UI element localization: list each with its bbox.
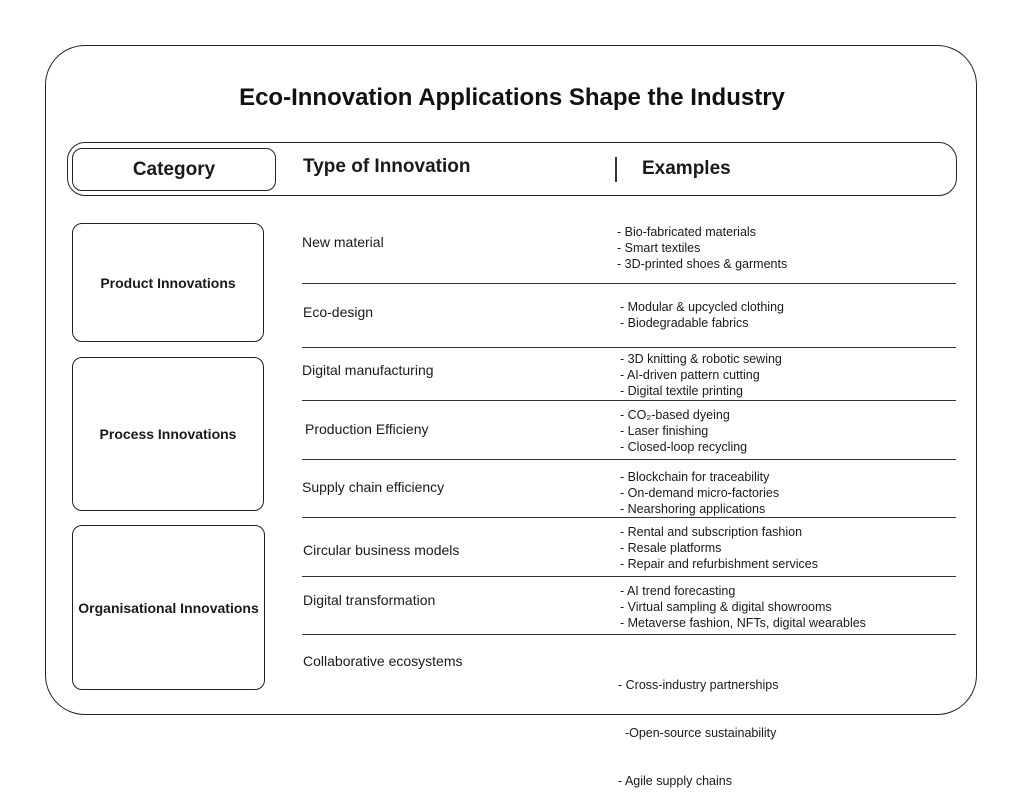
row-examples-digital-transformation — [620, 583, 866, 631]
row-divider — [302, 634, 956, 635]
row-divider — [302, 400, 956, 401]
row-divider — [302, 347, 956, 348]
example-item: - Repair and refurbishment services — [620, 557, 818, 571]
row-examples-collaborative-ecosystems — [618, 645, 778, 805]
example-item: - 3D-printed shoes & garments — [617, 257, 788, 271]
example-item: - Laser finishing — [620, 424, 709, 438]
example-item: - Biodegradable fabrics — [620, 316, 749, 330]
example-item: - Rental and subscription fashion — [620, 525, 803, 539]
example-item: - Nearshoring applications — [620, 502, 766, 516]
row-type-eco-design: Eco-design — [303, 304, 374, 320]
row-type-production-efficiency: Production Efficieny — [305, 421, 429, 437]
example-item: - 3D knitting & robotic sewing — [620, 352, 782, 366]
example-item: - Modular & upcycled clothing — [620, 300, 784, 314]
row-examples-eco-design — [620, 299, 784, 331]
header-type-of-innovation: Type of Innovation — [303, 156, 471, 177]
row-examples-circular-business-models — [620, 524, 818, 572]
example-item: - Blockchain for traceability — [620, 470, 770, 484]
header-separator — [615, 157, 617, 182]
row-divider — [302, 517, 956, 518]
example-item: - Metaverse fashion, NFTs, digital wearables — [620, 616, 866, 630]
category-product-innovations: Product Innovations — [72, 223, 264, 342]
row-type-new-material: New material — [302, 234, 384, 250]
example-item: - On-demand micro-factories — [620, 486, 780, 500]
category-organisational-innovations: Organisational Innovations — [72, 525, 265, 690]
row-examples-supply-chain-efficiency — [620, 469, 779, 517]
example-item: - Digital textile printing — [620, 384, 743, 398]
example-item: - Closed-loop recycling — [620, 440, 748, 454]
example-item: - Smart textiles — [617, 241, 701, 255]
example-item: -Open-source sustainability — [618, 726, 777, 740]
example-item: - AI trend forecasting — [620, 584, 736, 598]
example-item: - CO₂-based dyeing — [620, 408, 730, 422]
category-process-innovations: Process Innovations — [72, 357, 264, 511]
row-type-digital-transformation: Digital transformation — [303, 592, 436, 608]
row-examples-production-efficiency — [620, 407, 747, 455]
diagram-title: Eco-Innovation Applications Shape the Industry — [239, 84, 785, 111]
header-category: Category — [72, 148, 276, 191]
row-divider — [302, 459, 956, 460]
row-examples-new-material — [617, 224, 787, 272]
row-type-supply-chain-efficiency: Supply chain efficiency — [302, 479, 445, 495]
row-divider — [302, 283, 956, 284]
example-item: - Resale platforms — [620, 541, 722, 555]
header-examples: Examples — [642, 158, 731, 179]
example-item: - Cross-industry partnerships — [618, 678, 779, 692]
row-examples-digital-manufacturing — [620, 351, 782, 399]
example-item: - Bio-fabricated materials — [617, 225, 756, 239]
row-type-collaborative-ecosystems: Collaborative ecosystems — [303, 653, 463, 669]
example-item: - AI-driven pattern cutting — [620, 368, 760, 382]
row-type-digital-manufacturing: Digital manufacturing — [302, 362, 434, 378]
row-type-circular-business-models: Circular business models — [303, 542, 460, 558]
example-item: - Virtual sampling & digital showrooms — [620, 600, 832, 614]
row-divider — [302, 576, 956, 577]
example-item: - Agile supply chains — [618, 774, 732, 788]
